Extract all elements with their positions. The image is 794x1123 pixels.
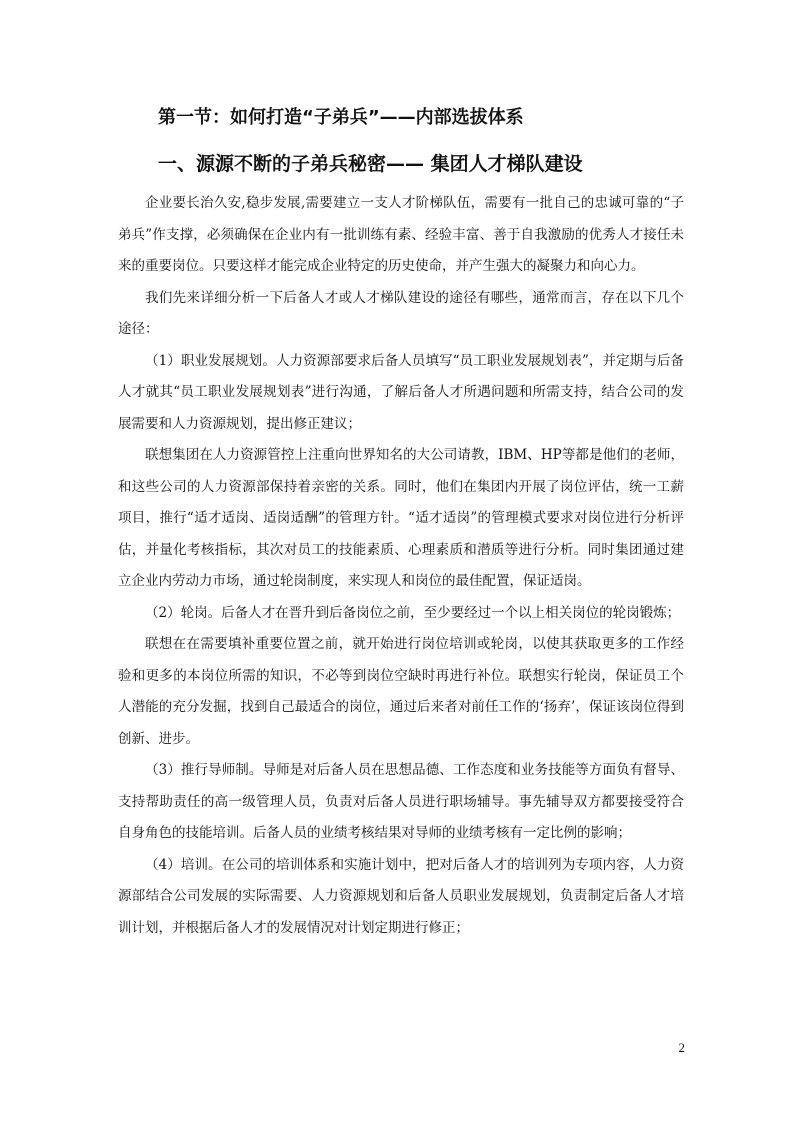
- body-paragraph: （1）职业发展规划。人力资源部要求后备人员填写“员工职业发展规划表”，并定期与后备人才就其“员工职业发展规划表”进行沟通，了解后备人才所遇问题和所需支持，结合公司的发展需要和人力资源规划，提出修正建议；: [118, 352, 684, 432]
- body-paragraph: 联想集团在人力资源管控上注重向世界知名的大公司请教，IBM、HP等都是他们的老师，和这些公司的人力资源部保持着亲密的关系。同时，他们在集团内开展了岗位评估，统一工薪项目，推行“适才适岗、适岗适酬”的管理方针。“适才适岗”的管理模式要求对岗位进行分析评估，并量化考核指标，其次对员工的技能素质、心理素质和潜质等进行分析。同时集团通过建立企业内劳动力市场，通过轮岗制度，来实现人和岗位的最佳配置，保证适岗。: [118, 447, 684, 589]
- body-paragraph: 联想在在需要填补重要位置之前，就开始进行岗位培训或轮岗，以使其获取更多的工作经验和更多的本岗位所需的知识，不必等到岗位空缺时再进行补位。联想实行轮岗，保证员工个人潜能的充分发掘，找到自己最适合的岗位，通过后来者对前任工作的‘扬弃’，保证该岗位得到创新、进步。: [118, 636, 684, 747]
- body-paragraph: （2）轮岗。后备人才在晋升到后备岗位之前，至少要经过一个以上相关岗位的轮岗锻炼；: [145, 604, 681, 621]
- page-content: [118, 100, 684, 944]
- body-paragraph: 我们先来详细分析一下后备人才或人才梯队建设的途径有哪些，通常而言，存在以下几个途径：: [118, 289, 684, 337]
- body-paragraph: （4）培训。在公司的培训体系和实施计划中，把对后备人才的培训列为专项内容，人力资源部结合公司发展的实际需要、人力资源规划和后备人员职业发展规划，负责制定后备人才培训计划，并根据后备人才的发展情况对计划定期进行修正；: [118, 856, 684, 936]
- section-heading: 第一节：如何打造“子弟兵”——内部选拔体系: [158, 107, 524, 128]
- subsection-heading: 一、源源不断的子弟兵秘密—— 集团人才梯队建设: [158, 153, 583, 175]
- body-paragraph: 企业要长治久安,稳步发展,需要建立一支人才阶梯队伍，需要有一批自己的忠诚可靠的“子弟兵”作支撑，必须确保在企业内有一批训练有素、经验丰富、善于自我激励的优秀人才接任未来的重要岗位。只要这样才能完成企业特定的历史使命，并产生强大的凝聚力和向心力。: [118, 195, 684, 274]
- body-paragraph: （3）推行导师制。导师是对后备人员在思想品德、工作态度和业务技能等方面负有督导、支持帮助责任的高一级管理人员，负责对后备人员进行职场辅导。事先辅导双方都要接受符合自身角色的技能培训。后备人员的业绩考核结果对导师的业绩考核有一定比例的影响；: [118, 762, 684, 841]
- page-number: 2: [678, 1040, 685, 1055]
